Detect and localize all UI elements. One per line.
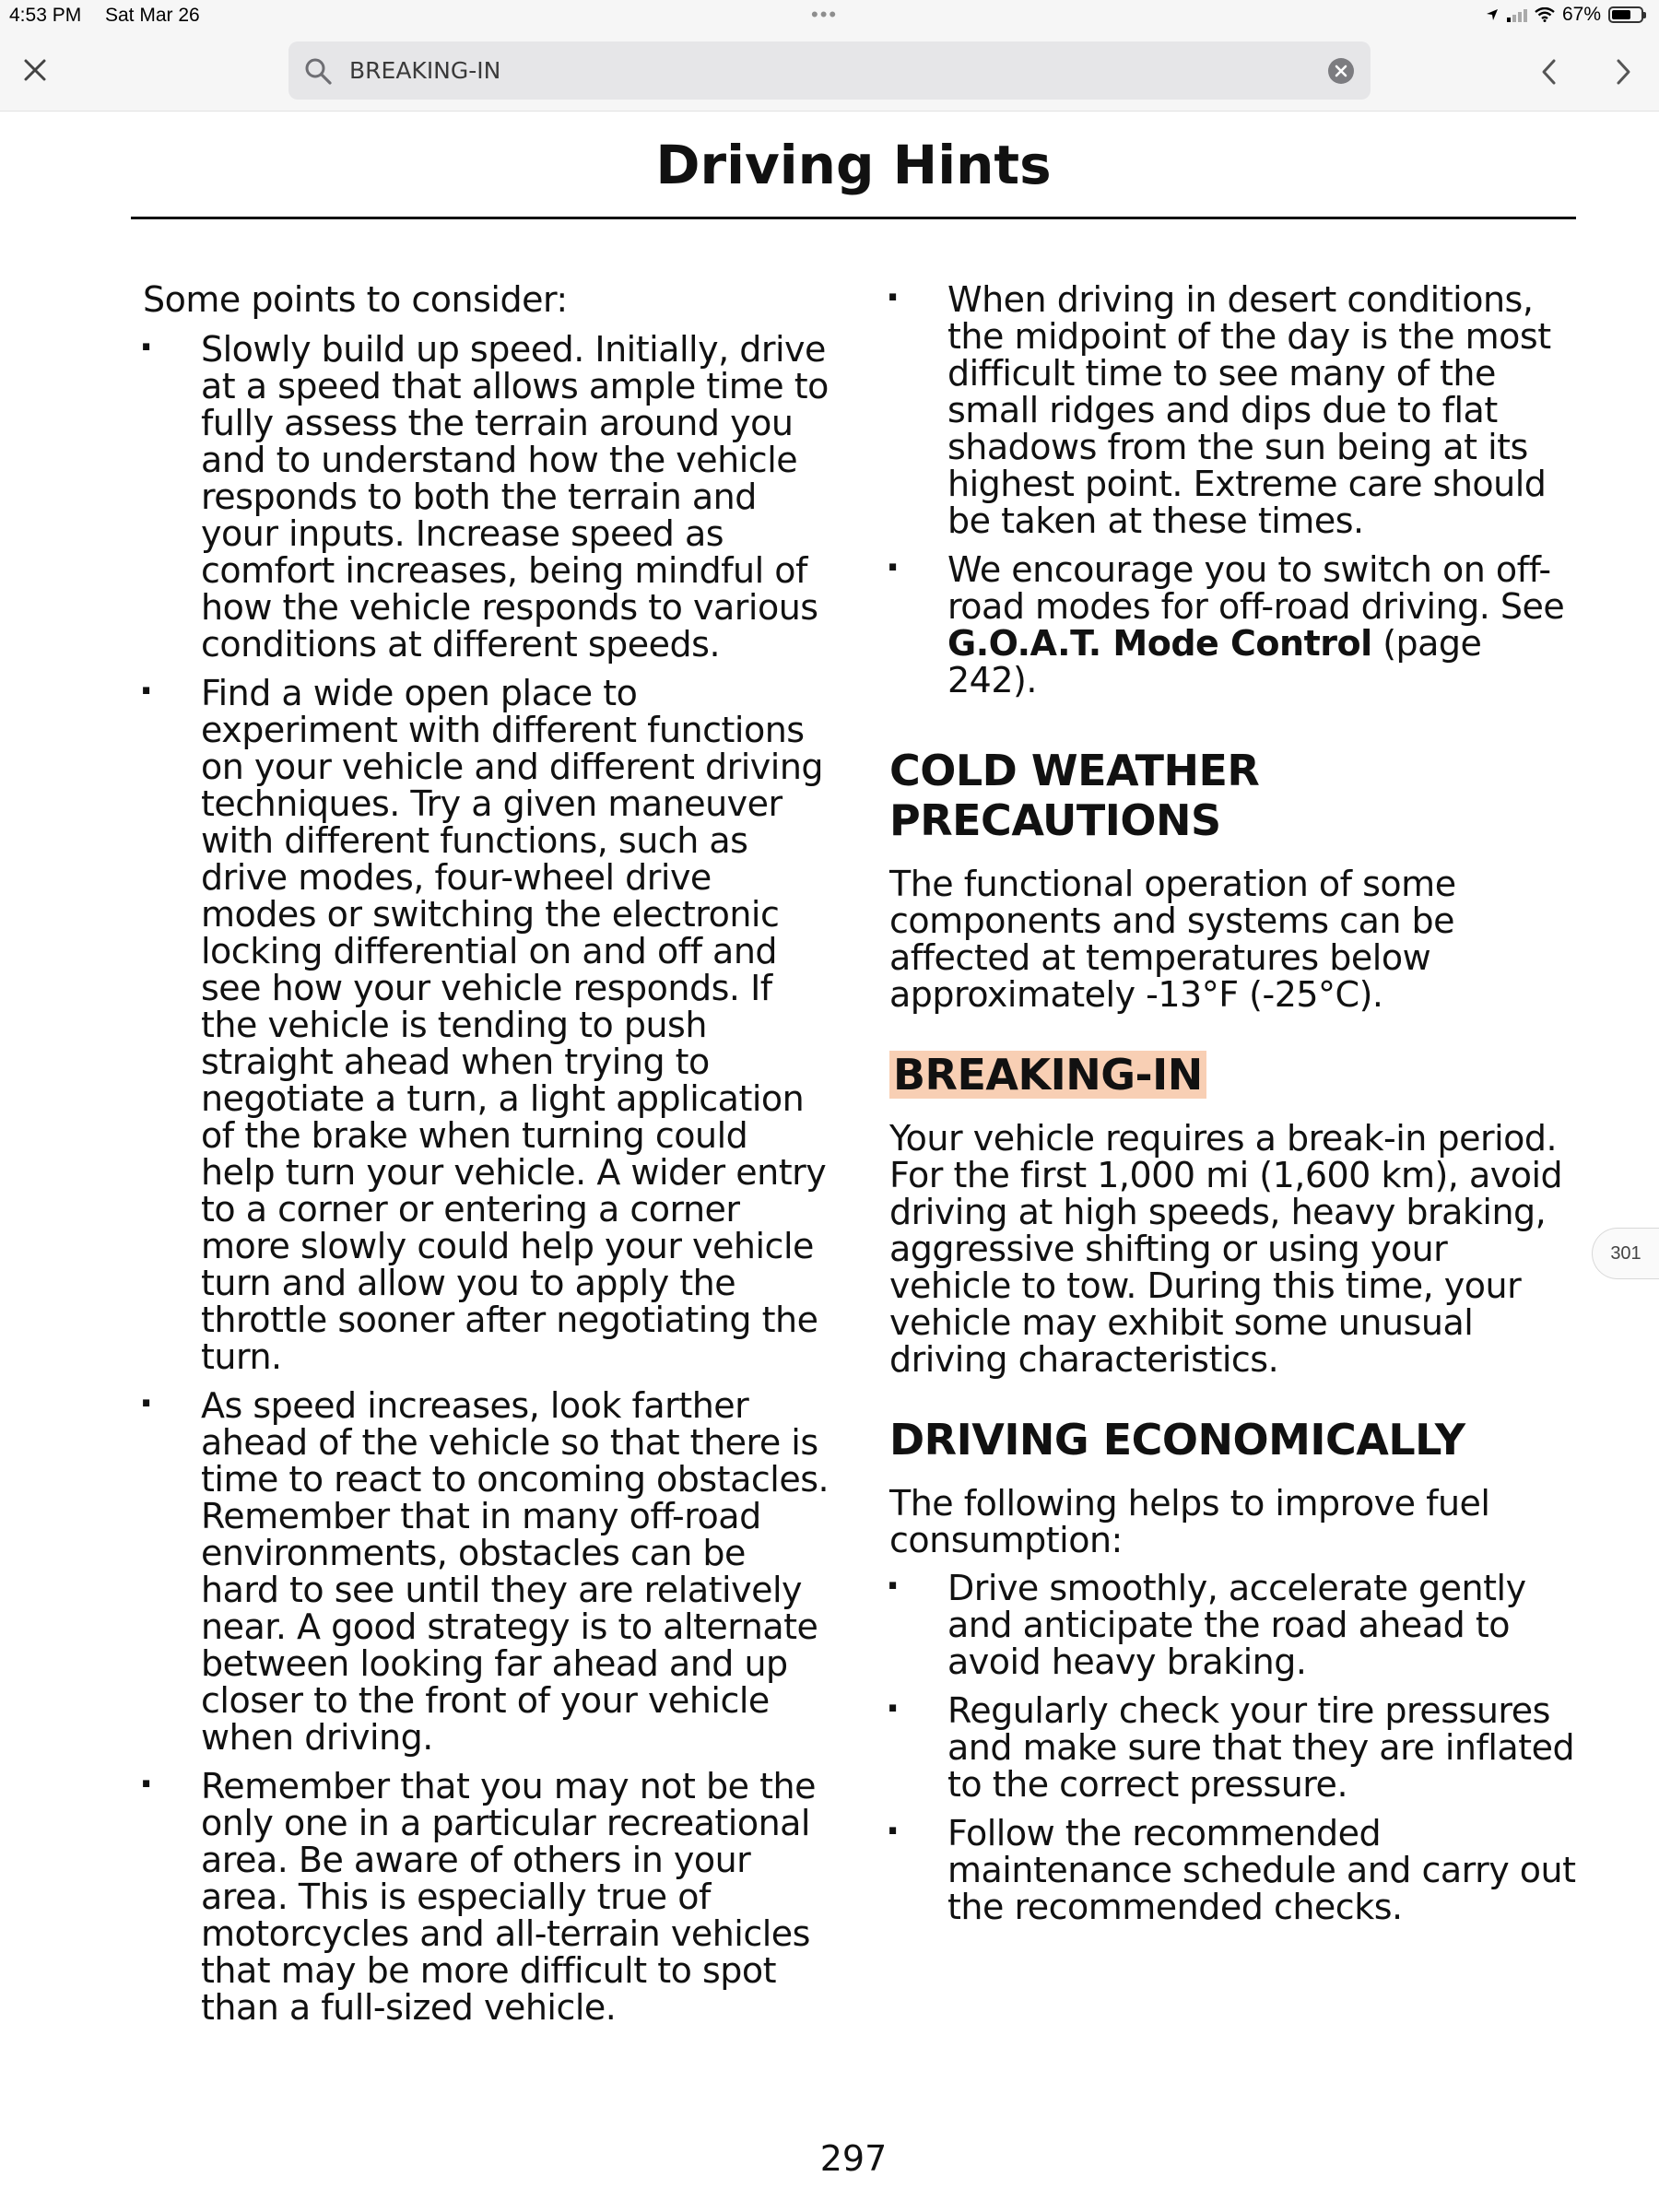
list-item-text: We encourage you to switch on off-road modes for off-road driving. See [947,549,1565,627]
location-icon [1485,7,1500,22]
heading-line: COLD WEATHER [889,746,1260,795]
multitasking-dots-icon[interactable]: ••• [811,3,839,26]
battery-icon [1608,6,1643,23]
intro-text: Some points to consider: [143,279,568,320]
chevron-right-icon [1609,55,1637,88]
list-item: · Drive smoothly, accelerate gently and anticipate the road ahead to avoid heavy braking. [889,1570,1576,1680]
off-road-tips-list [143,331,830,2026]
list-item: · Regularly check your tire pressures and make sure that they are inflated to the correct pressure. [889,1692,1576,1803]
list-item: · As speed increases, look farther ahead of the vehicle so that there is time to react to oncoming obstacles. Remember that in many off-road environments, obstacles can be hard to see until they are relatively near. A good strategy is to alternate between looking far ahead and up closer to the front of your vehicle when driving. [143,1387,830,1756]
breaking-in-heading [889,1050,1576,1100]
battery-tip [1643,12,1646,18]
page-number: 297 [819,2138,888,2179]
status-date: Sat Mar 26 [105,5,200,26]
search-input[interactable] [349,51,1280,89]
list-item [889,551,1576,699]
status-bar [0,0,1659,33]
driving-economically-heading: DRIVING ECONOMICALLY [889,1415,1465,1465]
list-item: · Remember that you may not be the only one in a particular recreational area. Be aware of others in your area. This is especially true of motorcycles and all-terrain vehicles that may be more difficult to spot than a full-sized vehicle. [143,1768,830,2026]
cold-weather-text: The functional operation of some components and systems can be affected at temperatures below approximately -13°F (-25°C). [889,864,1456,1015]
battery-percent: 67% [1561,4,1601,25]
cellular-signal-icon [1507,7,1527,22]
search-highlight: BREAKING-IN [889,1051,1206,1099]
clear-search-button[interactable] [1328,58,1354,84]
close-button[interactable] [18,53,52,87]
left-column [143,281,830,2038]
page-title: Driving Hints [655,134,1052,196]
list-item: · Slowly build up speed. Initially, drive at a speed that allows ample time to fully assess the terrain around you and to understand how the vehicle responds to both the terrain and your inputs. Increase speed as comfort increases, being mindful of how the vehicle responds to various conditions at different speeds. [143,331,830,663]
battery-level [1612,10,1630,19]
cold-weather-heading [889,746,1576,845]
search-box[interactable] [288,41,1371,100]
chevron-left-icon [1535,55,1563,88]
wifi-icon [1535,7,1555,22]
economy-tips-list [889,1570,1576,1925]
right-column [889,281,1576,1937]
list-item: · When driving in desert conditions, the midpoint of the day is the most difficult time to see many of the small ridges and dips due to flat shadows from the sun being at its highest point. Extreme care should be taken at these times. [889,281,1576,539]
search-icon [303,56,333,86]
title-divider [131,217,1576,219]
goat-mode-link[interactable]: G.O.A.T. Mode Control [947,623,1372,664]
search-toolbar [0,33,1659,112]
economy-intro: The following helps to improve fuel consumption: [889,1483,1490,1560]
previous-result-button[interactable] [1535,55,1563,88]
list-item: · Follow the recommended maintenance schedule and carry out the recommended checks. [889,1815,1576,1925]
list-item: · Find a wide open place to experiment with different functions on your vehicle and different driving techniques. Try a given maneuver with different functions, such as drive modes, four-wheel drive modes or switching the electronic locking differential on and off and see how your vehicle responds. If the vehicle is tending to push straight ahead when trying to negotiate a turn, a light application of the brake when turning could help turn your vehicle. A wider entry to a corner or entering a corner more slowly could help your vehicle turn and allow you to apply the throttle sooner after negotiating the turn. [143,675,830,1375]
next-result-button[interactable] [1609,55,1637,88]
desert-tips-list [889,281,1576,699]
clear-icon [1335,65,1347,77]
breaking-in-text: Your vehicle requires a break-in period. For the first 1,000 mi (1,600 km), avoid driving at high speeds, heavy braking, aggressive shifting or using your vehicle to tow. During this time, your vehicle may exhibit some unusual driving characteristics. [889,1118,1563,1380]
heading-line: PRECAUTIONS [889,795,1221,845]
status-time: 4:53 PM [9,5,82,26]
status-indicators [1485,4,1646,26]
page-indicator-tab[interactable]: 301 [1592,1228,1659,1279]
list-item-text: (page 242). [947,623,1482,700]
close-icon [23,58,47,82]
